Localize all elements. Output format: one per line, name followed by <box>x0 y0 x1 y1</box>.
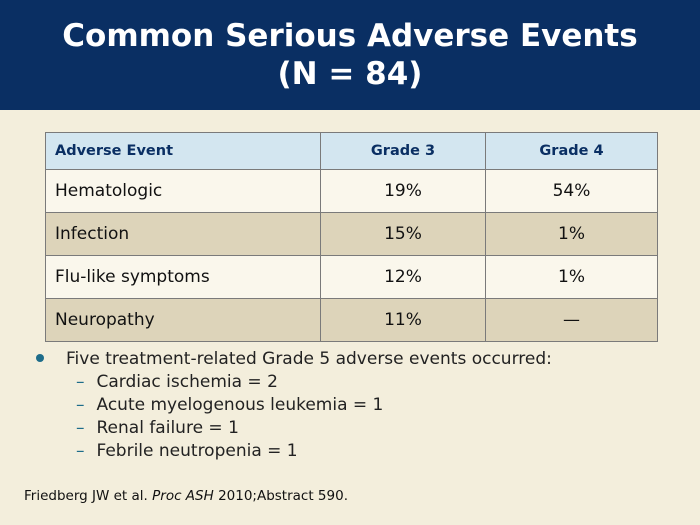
grade-3-value: 15% <box>321 213 486 256</box>
list-item <box>36 371 676 394</box>
grade-3-value: 11% <box>321 299 486 342</box>
citation <box>24 488 348 504</box>
bullet-list <box>36 347 676 463</box>
event-name: Infection <box>46 213 321 256</box>
header-adverse-event: Adverse Event <box>46 133 321 170</box>
event-name: Hematologic <box>46 170 321 213</box>
grade-3-value: 12% <box>321 256 486 299</box>
table-row <box>46 256 658 299</box>
table-row <box>46 170 658 213</box>
event-name: Flu-like symptoms <box>46 256 321 299</box>
table-row <box>46 299 658 342</box>
grade-4-value: 54% <box>486 170 658 213</box>
main-bullet <box>36 347 676 371</box>
sub-bullet-text: Acute myelogenous leukemia = 1 <box>96 395 384 415</box>
grade-4-value: — <box>486 299 658 342</box>
grade-3-value: 19% <box>321 170 486 213</box>
citation-journal: Proc ASH <box>152 488 214 504</box>
table-header-row <box>46 133 658 170</box>
main-bullet-text: Five treatment-related Grade 5 adverse events occurred: <box>66 349 552 369</box>
citation-authors: Friedberg JW et al. <box>24 488 148 504</box>
bullet-dot-icon <box>36 354 44 362</box>
list-item <box>36 417 676 440</box>
slide-title: Common Serious Adverse Events <box>62 18 638 54</box>
dash-icon: – <box>76 441 85 461</box>
list-item <box>36 440 676 463</box>
sub-bullet-text: Febrile neutropenia = 1 <box>96 441 298 461</box>
slide-subtitle: (N = 84) <box>277 56 423 92</box>
title-bar <box>0 0 700 110</box>
table-row <box>46 213 658 256</box>
dash-icon: – <box>76 418 85 438</box>
event-name: Neuropathy <box>46 299 321 342</box>
grade-4-value: 1% <box>486 213 658 256</box>
dash-icon: – <box>76 372 85 392</box>
grade-4-value: 1% <box>486 256 658 299</box>
adverse-events-table <box>45 132 658 342</box>
sub-bullet-text: Cardiac ischemia = 2 <box>96 372 278 392</box>
list-item <box>36 394 676 417</box>
header-grade-3: Grade 3 <box>321 133 486 170</box>
sub-bullet-text: Renal failure = 1 <box>96 418 239 438</box>
header-grade-4: Grade 4 <box>486 133 658 170</box>
sub-bullet-list <box>36 371 676 463</box>
citation-details: 2010;Abstract 590. <box>218 488 348 504</box>
dash-icon: – <box>76 395 85 415</box>
